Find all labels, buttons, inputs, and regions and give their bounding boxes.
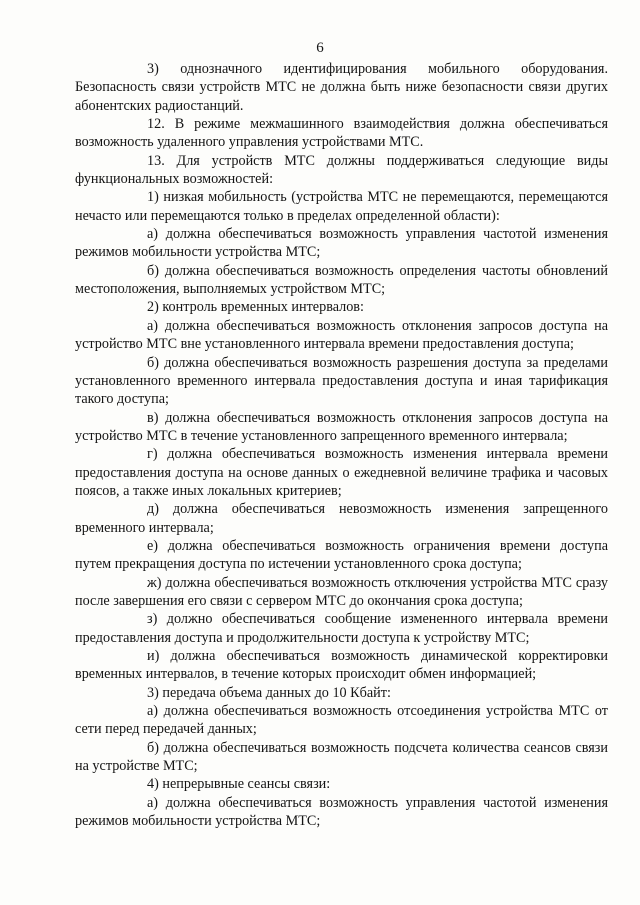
paragraph-label: а) bbox=[147, 794, 159, 811]
paragraph bbox=[75, 60, 608, 115]
paragraph-text: должна обеспечиваться возможность управления частотой изменения режимов мобильности устройства МТС; bbox=[75, 226, 608, 261]
paragraph-text: контроль временных интервалов: bbox=[162, 299, 364, 316]
paragraph-label: 3) bbox=[147, 61, 159, 77]
paragraph-text: должна обеспечиваться возможность изменения интервала времени предоставления доступа на основе данных о ежедневной величине трафика и часовых поясов, а также иных локальных критериев; bbox=[75, 446, 609, 499]
paragraph bbox=[75, 794, 608, 831]
paragraph bbox=[75, 647, 608, 684]
paragraph-label: з) bbox=[147, 611, 158, 628]
paragraph-text: низкая мобильность (устройства МТС не перемещаются, перемещаются нечасто или перемещаются только в пределах определенной области): bbox=[75, 189, 608, 224]
paragraph-label: а) bbox=[147, 317, 159, 334]
paragraph bbox=[75, 537, 608, 574]
paragraph-label: б) bbox=[147, 354, 159, 371]
paragraph-label: и) bbox=[147, 648, 160, 664]
paragraph-label: б) bbox=[147, 739, 159, 756]
paragraph bbox=[75, 188, 608, 225]
page-number: 6 bbox=[316, 40, 324, 56]
paragraph-label: д) bbox=[147, 501, 159, 518]
paragraph-label: 4) bbox=[147, 776, 159, 793]
paragraph-text: должна обеспечиваться возможность определения частоты обновлений местоположения, выполняемых устройством МТС; bbox=[75, 262, 608, 298]
paragraph bbox=[75, 115, 608, 152]
paragraph bbox=[75, 298, 608, 316]
paragraph-label: а) bbox=[147, 703, 159, 720]
paragraph bbox=[75, 684, 608, 702]
paragraph bbox=[75, 152, 608, 189]
paragraph-text: должна обеспечиваться возможность подсчета количества сеансов связи на устройстве МТС; bbox=[75, 739, 609, 775]
paragraph-text: должно обеспечиваться сообщение измененного интервала времени предоставления доступа и продолжительности доступа к устройству МТС; bbox=[75, 611, 609, 646]
paragraph-label: 2) bbox=[147, 299, 159, 316]
paragraph bbox=[75, 445, 608, 500]
paragraph bbox=[75, 262, 608, 299]
paragraph-label: в) bbox=[147, 409, 159, 426]
paragraph-label: е) bbox=[147, 537, 159, 554]
paragraph-text: должна обеспечиваться возможность управления частотой изменения режимов мобильности устройства МТС; bbox=[75, 794, 608, 830]
paragraph-label: 3) bbox=[147, 684, 159, 701]
paragraph-text: однозначного идентифицирования мобильного оборудования. Безопасность связи устройств МТС не должна быть ниже безопасности связи других абонентских радиостанций. bbox=[75, 61, 609, 114]
paragraph-text: должна обеспечиваться возможность разрешения доступа за пределами установленного временного интервала предоставления доступа и иная тарификация такого доступа; bbox=[75, 354, 609, 408]
paragraph-label: 13. bbox=[147, 152, 165, 169]
paragraph-text: должна обеспечиваться возможность отключения устройства МТС сразу после завершения его связи с сервером МТС до окончания срока доступа; bbox=[75, 574, 609, 609]
paragraph-text: передача объема данных до 10 Кбайт: bbox=[162, 684, 391, 701]
paragraph-text: должна обеспечиваться возможность отсоединения устройства МТС от сети перед передачей данных; bbox=[75, 703, 608, 738]
paragraph bbox=[75, 775, 608, 793]
paragraph bbox=[75, 354, 608, 409]
document-body bbox=[75, 60, 608, 830]
paragraph bbox=[75, 574, 608, 611]
paragraph bbox=[75, 500, 608, 537]
paragraph-label: б) bbox=[147, 262, 159, 279]
paragraph bbox=[75, 317, 608, 354]
paragraph-text: должна обеспечиваться возможность динамической корректировки временных интервалов, в течение которых происходит обмен информацией; bbox=[75, 648, 608, 683]
paragraph bbox=[75, 702, 608, 739]
paragraph-text: непрерывные сеансы связи: bbox=[162, 776, 331, 793]
paragraph-label: г) bbox=[147, 446, 158, 463]
paragraph-label: 1) bbox=[147, 189, 159, 206]
paragraph bbox=[75, 610, 608, 647]
paragraph-text: должна обеспечиваться возможность ограничения времени доступа путем прекращения доступа по истечении установленного срока доступа; bbox=[75, 537, 608, 573]
paragraph-label: а) bbox=[147, 226, 159, 243]
paragraph-text: должна обеспечиваться возможность отклонения запросов доступа на устройство МТС в течение установленного запрещенного временного интервала; bbox=[75, 409, 609, 444]
paragraph-label: ж) bbox=[147, 574, 162, 591]
paragraph bbox=[75, 739, 608, 776]
paragraph bbox=[75, 225, 608, 262]
paragraph-text: должна обеспечиваться невозможность изменения запрещенного временного интервала; bbox=[75, 501, 608, 536]
paragraph-text: В режиме межмашинного взаимодействия должна обеспечиваться возможность удаленного управления устройствами МТС. bbox=[75, 116, 608, 151]
paragraph bbox=[75, 409, 608, 446]
paragraph-text: должна обеспечиваться возможность отклонения запросов доступа на устройство МТС вне установленного интервала времени предоставления доступа; bbox=[75, 317, 609, 353]
paragraph-text: Для устройств МТС должны поддерживаться следующие виды функциональных возможностей: bbox=[75, 152, 608, 188]
paragraph-label: 12. bbox=[147, 116, 165, 133]
